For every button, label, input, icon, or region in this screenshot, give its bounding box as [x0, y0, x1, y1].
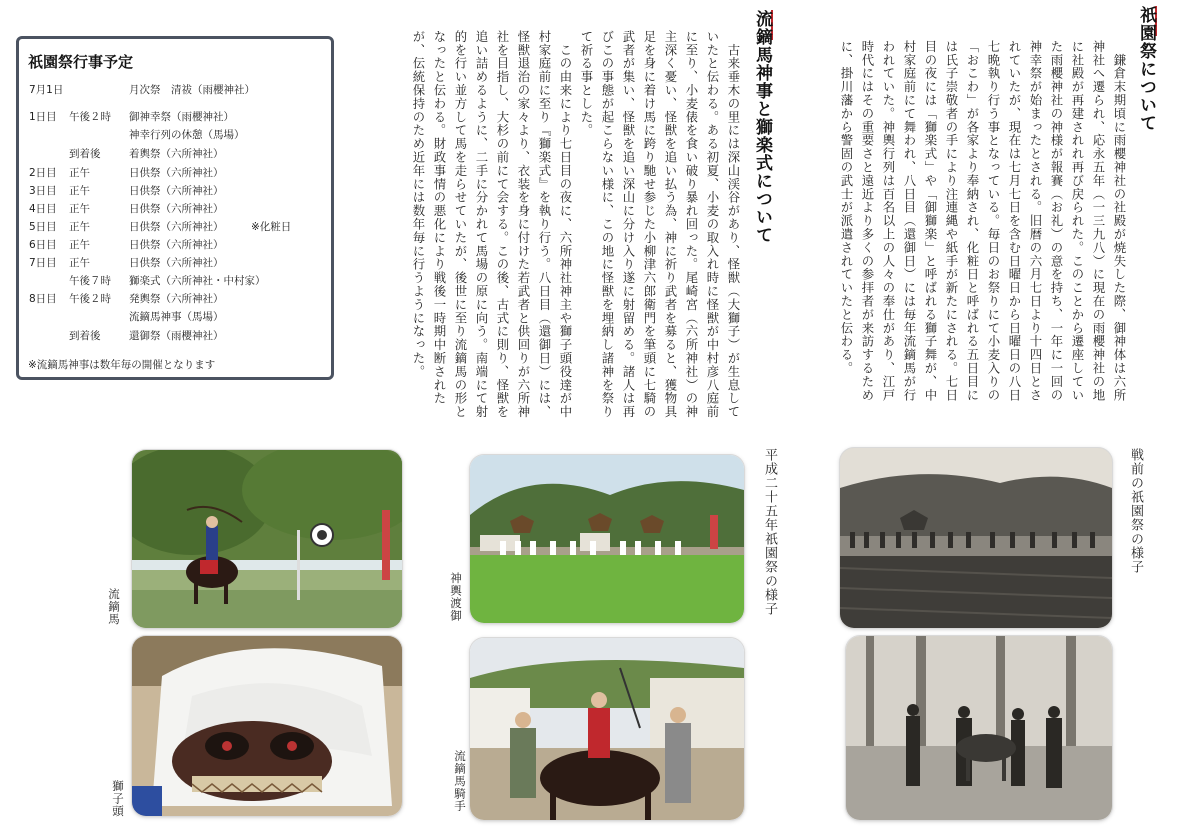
schedule-time: 午後２時: [69, 111, 111, 123]
schedule-row: [19, 109, 331, 126]
schedule-event: 神幸行列の休憩（馬場）: [129, 129, 245, 141]
schedule-event: 御神幸祭（雨櫻神社）: [129, 111, 234, 123]
schedule-time: 正午: [69, 185, 90, 197]
schedule-row: [19, 328, 331, 345]
schedule-day: 4日目: [29, 203, 57, 215]
schedule-time: 正午: [69, 167, 90, 179]
schedule-row: [19, 273, 331, 290]
schedule-day: 8日目: [29, 293, 57, 305]
schedule-event: 日供祭（六所神社）: [129, 203, 224, 215]
schedule-day: 7日目: [29, 257, 57, 269]
schedule-row: [19, 165, 331, 182]
schedule-box: [16, 36, 334, 380]
schedule-day: 1日目: [29, 111, 57, 123]
schedule-row: [19, 82, 331, 99]
schedule-event: 発輿祭（六所神社）: [129, 293, 224, 305]
schedule-day: 3日目: [29, 185, 57, 197]
schedule-event: 着輿祭（六所神社）: [129, 148, 224, 160]
schedule-row: [19, 127, 331, 144]
schedule-event: 日供祭（六所神社）: [129, 185, 224, 197]
caption-senzen: 戦前の祇園祭の様子: [1128, 448, 1143, 574]
caption-yabusame: 流鏑馬: [107, 588, 121, 626]
schedule-day: 5日目: [29, 221, 57, 233]
schedule-row: [19, 183, 331, 200]
schedule-time: 午後２時: [69, 293, 111, 305]
schedule-event: 月次祭 清祓（雨櫻神社）: [129, 84, 255, 96]
schedule-day: 6日目: [29, 239, 57, 251]
schedule-event: 日供祭（六所神社）: [129, 167, 224, 179]
schedule-event: 流鏑馬神事（馬場）: [129, 311, 224, 323]
schedule-event: 日供祭（六所神社）: [129, 239, 224, 251]
photo-shishigashira: [132, 636, 402, 816]
photo-senzen-1: [840, 448, 1112, 628]
photo-senzen-2: [846, 636, 1112, 820]
photo-kishu: [470, 638, 744, 820]
schedule-row: [19, 237, 331, 254]
yabusame-title: 流鏑馬神事と獅楽式について: [752, 10, 772, 244]
schedule-row: [19, 146, 331, 163]
schedule-event: 日供祭（六所神社）: [129, 257, 224, 269]
schedule-row: [19, 219, 331, 236]
schedule-day: 2日目: [29, 167, 57, 179]
schedule-day: 7月1日: [29, 84, 64, 96]
schedule-note: ※化粧日: [251, 221, 292, 233]
schedule-time: 正午: [69, 221, 90, 233]
schedule-title: 祇園祭行事予定: [28, 53, 134, 71]
caption-shishigashira: 獅子頭: [111, 780, 125, 818]
schedule-footnote: ※流鏑馬神事は数年毎の開催となります: [28, 359, 216, 371]
schedule-time: 正午: [69, 239, 90, 251]
schedule-time: 到着後: [69, 148, 101, 160]
schedule-event: 日供祭（六所神社）: [129, 221, 224, 233]
photo-mikoshi: [470, 455, 744, 623]
schedule-time: 午後７時: [69, 275, 111, 287]
schedule-row: [19, 255, 331, 272]
gion-title: 祇園祭について: [1136, 6, 1156, 132]
schedule-row: [19, 201, 331, 218]
schedule-row: [19, 291, 331, 308]
photo-yabusame: [132, 450, 402, 628]
schedule-time: 正午: [69, 203, 90, 215]
caption-heisei: 平成二十五年祇園祭の様子: [762, 448, 777, 616]
schedule-time: 到着後: [69, 330, 101, 342]
schedule-event: 還御祭（雨櫻神社）: [129, 330, 224, 342]
caption-mikoshi: 神輿渡御: [449, 572, 463, 622]
caption-kishu: 流鏑馬騎手: [453, 750, 467, 813]
yabusame-body: 古来垂木の里には深山渓谷があり、怪獣（大獅子）が生息していたと伝わる。ある初夏、小麦の取入れ時に怪獣が中村彦八庭前に至り、小麦俵を食い破り暴れ回った。尾崎宮（六所神社）の神主深く憂い、怪獣を追い払う為、神に祈り武者を募ると、獲物具足を身に着け馬に跨り馳せ参じた小柳津六郎衛門を筆頭に七騎の武者が集い、怪獣を追い深山に分け入り遂に射留める。諸人は再びこの事態が起こらない様に、この地に怪獣を埋納し諸神を祭りて祈る事とした。 この由来により七日目の夜に、六所神社神主や獅子頭役達が中村家庭前に至り『獅楽式』を執り行う。八日目（還御日）には、怪獣退治の家々より、衣装を身に付けた若武者と供回りが六所神社を目指し、大杉の前にて会する。この後、古式に則り、怪獣を追い詰めるように、二手に分かれて馬場の原に向う。南端にて射的を行い並方して馬を走らせていたが、後世に至り流鏑馬の形となったと伝わる。財政事情の悪化により戦後一時期中断されたが、伝統保持のため近年には数年毎に行うようになった。: [411, 30, 741, 419]
schedule-time: 正午: [69, 257, 90, 269]
schedule-event: 獅楽式（六所神社・中村家）: [129, 275, 266, 287]
schedule-row: [19, 309, 331, 326]
gion-body: 鎌倉末期頃に雨櫻神社の社殿が焼失した際、御神体は六所神社へ遷られ、応永五年（一三九八）に現在の雨櫻神社の地に社殿が再建されれ再び戻られた。このことから遷座していた雨櫻神社の神様が報賽（お礼）の意を持ち、一年に一回の神幸祭が始まったとされる。旧暦の六月七日より十四日とされていたが、現在は七月七日を含む日曜日から日曜日の八日七晩執り行う事となっている。毎日のお祭りにて小麦入りの「おこわ」が各家より奉納され、化粧日と呼ばれる五日目には氏子崇敬者の手により注連縄や紙手が新たにされる。七日目の夜には「獅楽式」や「御獅楽」と呼ばれる獅子舞が、中村家庭前にて舞われ、八日目（還御日）には毎年流鏑馬が行われていた。神輿行列は百名以上の人々の奉仕があり、江戸時代にはその重要さと遠近より多くの参拝者が来訪するために、掛川藩から警固の武士が派遣されていたと伝わる。: [839, 40, 1127, 402]
